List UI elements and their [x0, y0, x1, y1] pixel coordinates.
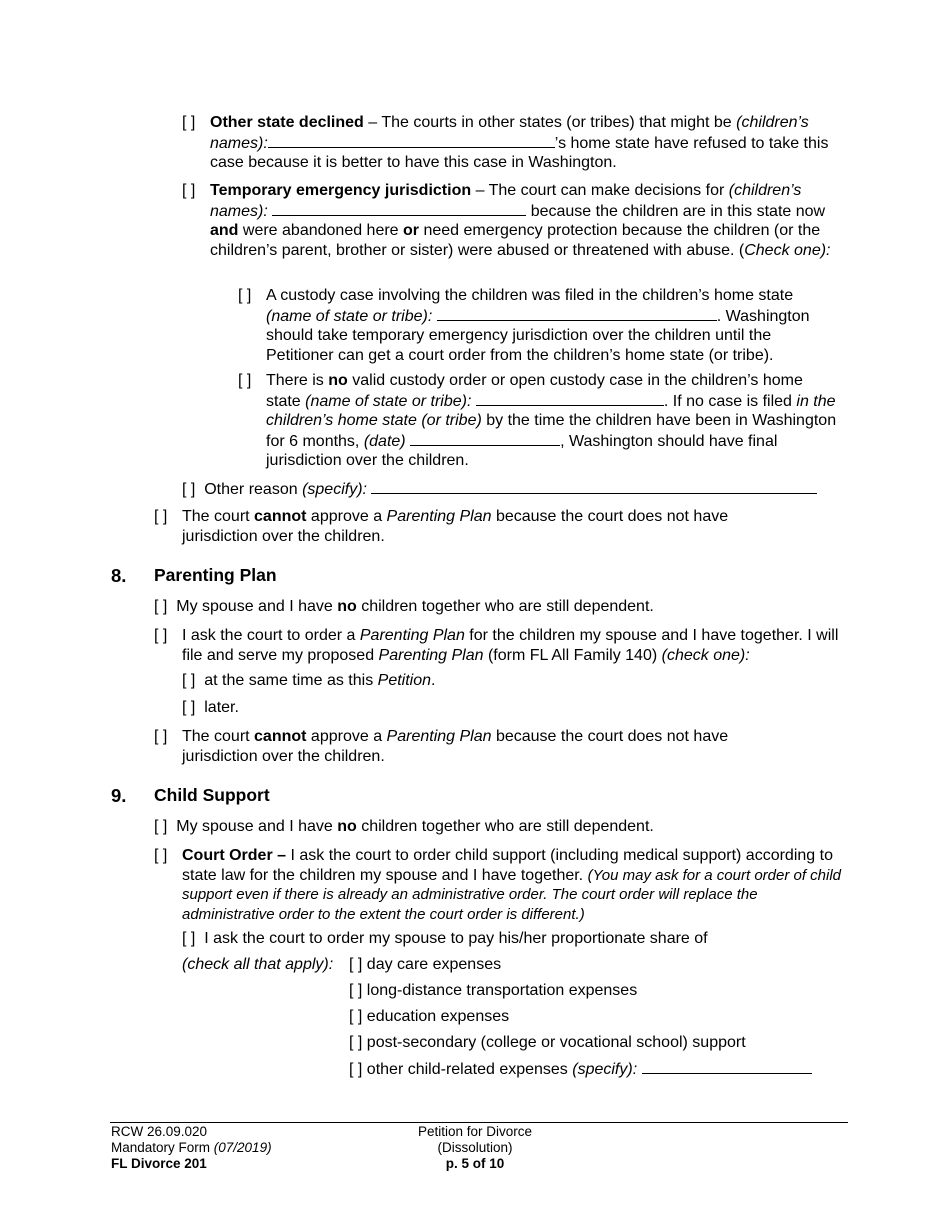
- checkbox[interactable]: [ ]: [238, 372, 252, 389]
- no-custody-order-option: [ ] There is no valid custody order or open custody case in the children’s home state (name of state or tribe): . If no case is filed in the children’s home state (or tribe) by the time the children have been in Washington for 6 months, (date) , Washington should have final jurisdiction over the children.: [238, 372, 837, 469]
- court-order-option: [ ] Court Order – I ask the court to order child support (including medical support) according to state law for the children my spouse and I have together. (You may ask for a court order of child support even if there is already an administrative order. The court order will replace the administrative order to the extent the court order is different.): [154, 847, 842, 923]
- footer-center: [375, 1124, 575, 1172]
- cannot-approve-option: [ ] The court cannot approve a Parenting Plan because the court does not have jurisdiction over the children.: [154, 508, 729, 545]
- footer-form-id: FL Divorce 201: [111, 1156, 207, 1171]
- cannot-approve-option: [ ] The court cannot approve a Parenting Plan because the court does not have jurisdiction over the children.: [154, 728, 729, 765]
- other-reason-field[interactable]: [371, 479, 817, 494]
- footer-page-number: p. 5 of 10: [445, 1156, 505, 1171]
- other-state-declined-option: [ ] Other state declined – The courts in other states (or tribes) that might be (children’s names): ’s home state have refused to take this case because it is better to have this case in Washington.: [182, 114, 829, 171]
- option-title: Temporary emergency jurisdiction: [210, 182, 472, 199]
- checkbox[interactable]: [ ]: [154, 627, 168, 644]
- other-expenses-field[interactable]: [642, 1059, 812, 1074]
- checkbox[interactable]: [ ]: [182, 481, 196, 498]
- checkbox[interactable]: [ ]: [154, 598, 168, 615]
- checkbox[interactable]: [ ]: [238, 287, 252, 304]
- checkbox[interactable]: [ ]: [182, 672, 196, 689]
- footer-divider: [110, 1122, 848, 1123]
- checkbox[interactable]: [ ]: [154, 508, 168, 525]
- section-number: 8.: [111, 565, 127, 586]
- childrens-names-field[interactable]: [272, 201, 526, 216]
- section-title: Child Support: [154, 785, 270, 805]
- date-field[interactable]: [410, 431, 560, 446]
- checkbox[interactable]: [ ]: [349, 1034, 363, 1051]
- checkbox[interactable]: [ ]: [349, 956, 363, 973]
- later-option: [ ] later.: [182, 699, 239, 716]
- temporary-emergency-option: [ ] Temporary emergency jurisdiction – The court can make decisions for (children’s names): because the children are in this state now and were abandoned here or need emergency protection because the children (or the children’s parent, brother or sister) were abused or threatened with abuse. (Check one):: [182, 182, 831, 259]
- option-title: Other state declined: [210, 114, 364, 131]
- footer-mandatory: Mandatory Form (07/2019): [111, 1140, 272, 1155]
- section-number: 9.: [111, 785, 127, 806]
- checkbox[interactable]: [ ]: [349, 1008, 363, 1025]
- other-reason-option: [ ] Other reason (specify):: [182, 479, 817, 500]
- checkbox[interactable]: [ ]: [182, 699, 196, 716]
- expense-option-education: [ ] education expenses: [349, 1008, 510, 1025]
- expense-option-day-care: [ ] day care expenses: [349, 956, 502, 973]
- checkbox[interactable]: [ ]: [182, 182, 196, 199]
- checkbox[interactable]: [ ]: [154, 818, 168, 835]
- proportionate-share-option: [ ] I ask the court to order my spouse to pay his/her proportionate share of: [182, 930, 708, 947]
- childrens-names-field[interactable]: [268, 133, 555, 148]
- checkbox[interactable]: [ ]: [154, 847, 168, 864]
- state-or-tribe-field[interactable]: [476, 391, 664, 406]
- footer-doc-subtitle: (Dissolution): [437, 1140, 513, 1155]
- check-all-label: (check all that apply):: [182, 956, 334, 973]
- checkbox[interactable]: [ ]: [182, 114, 196, 131]
- no-children-option: [ ] My spouse and I have no children together who are still dependent.: [154, 598, 654, 615]
- expense-option-post-secondary: [ ] post-secondary (college or vocational school) support: [349, 1034, 746, 1051]
- same-time-option: [ ] at the same time as this Petition.: [182, 672, 436, 689]
- checkbox[interactable]: [ ]: [349, 1061, 363, 1078]
- expense-option-other: [ ] other child-related expenses (specify):: [349, 1059, 812, 1080]
- footer-doc-title: Petition for Divorce: [417, 1124, 533, 1139]
- checkbox[interactable]: [ ]: [182, 930, 196, 947]
- checkbox[interactable]: [ ]: [349, 982, 363, 999]
- expense-option-transportation: [ ] long-distance transportation expenses: [349, 982, 638, 999]
- no-children-option: [ ] My spouse and I have no children together who are still dependent.: [154, 818, 654, 835]
- state-or-tribe-field[interactable]: [437, 306, 717, 321]
- checkbox[interactable]: [ ]: [154, 728, 168, 745]
- custody-case-filed-option: [ ] A custody case involving the children was filed in the children’s home state (name of state or tribe): . Washington should take temporary emergency jurisdiction over the children until the Petitioner can get a court order from the children’s home state (or tribe).: [238, 287, 810, 364]
- footer-rcw: RCW 26.09.020: [111, 1124, 208, 1139]
- footer-left: [111, 1124, 272, 1172]
- section-title: Parenting Plan: [154, 565, 277, 585]
- option-title: Court Order –: [182, 847, 287, 864]
- ask-parenting-plan-option: [ ] I ask the court to order a Parenting Plan for the children my spouse and I have together. I will file and serve my proposed Parenting Plan (form FL All Family 140) (check one):: [154, 627, 839, 664]
